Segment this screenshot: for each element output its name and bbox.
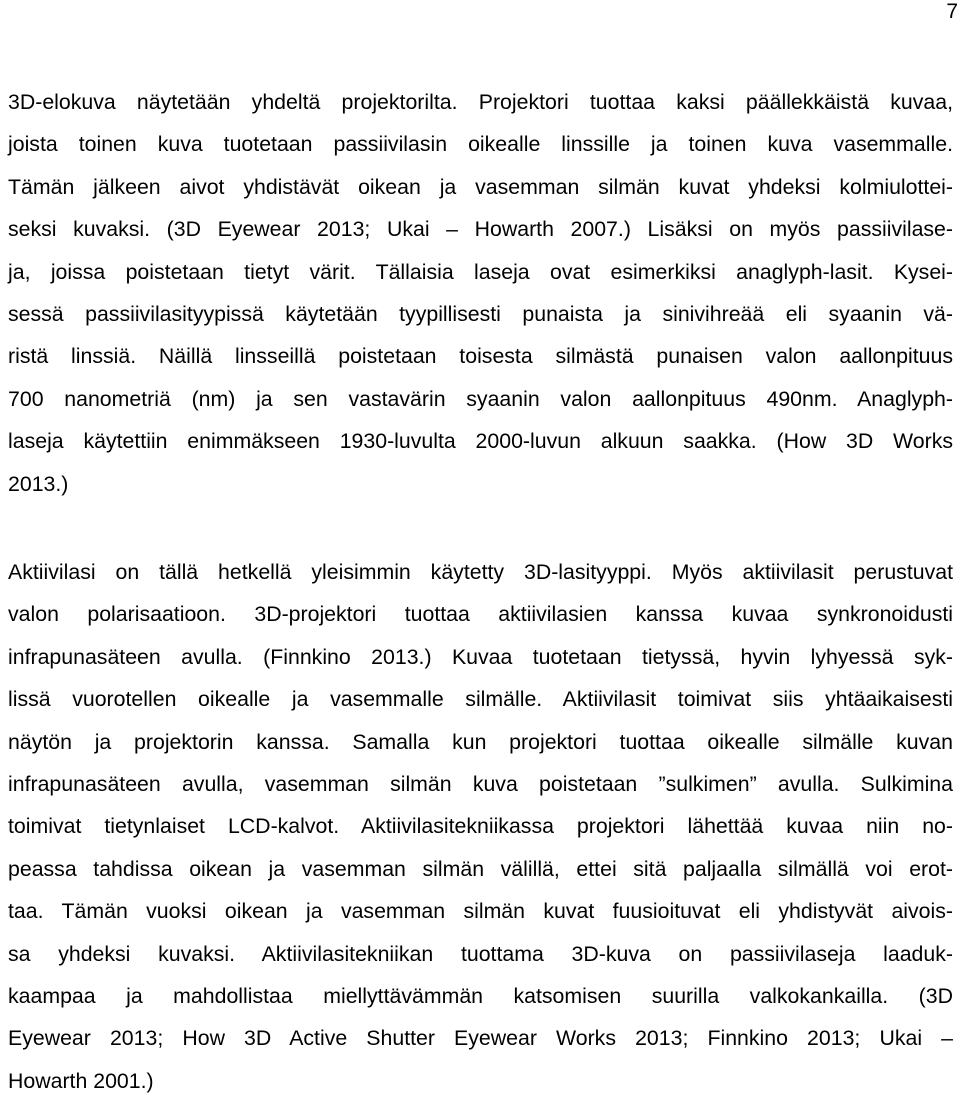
text-line: ristä linssiä. Näillä linsseillä poistetaan toisesta silmästä punaisen valon aallonpituus [8, 344, 953, 369]
paragraph-active-glasses [8, 551, 953, 1102]
text-line: sessä passiivilasityypissä käytetään tyypillisesti punaista ja sinivihreää eli syaanin vä- [8, 301, 953, 326]
text-line: Howarth 2001.) [8, 1068, 154, 1093]
page-number: 7 [946, 0, 958, 23]
text-line: taa. Tämän vuoksi oikean ja vasemman silmän kuvat fuusioituvat eli yhdistyvät aivois- [8, 899, 953, 924]
text-line: 2013.) [8, 471, 69, 496]
paragraph-passive-glasses [8, 81, 953, 505]
text-line: laseja käytettiin enimmäkseen 1930-luvulta 2000-luvun alkuun saakka. (How 3D Works [8, 429, 953, 454]
text-line: infrapunasäteen avulla. (Finnkino 2013.) Kuvaa tuotetaan tietyssä, hyvin lyhyessä syk- [8, 644, 953, 669]
text-line: ja, joissa poistetaan tietyt värit. Tällaisia laseja ovat esimerkiksi anaglyph-lasit. Kysei- [8, 259, 953, 284]
text-line: näytön ja projektorin kanssa. Samalla kun projektori tuottaa oikealle silmälle kuvan [8, 729, 953, 754]
text-line: seksi kuvaksi. (3D Eyewear 2013; Ukai – Howarth 2007.) Lisäksi on myös passiivilase- [8, 217, 953, 242]
text-line: Eyewear 2013; How 3D Active Shutter Eyewear Works 2013; Finnkino 2013; Ukai – [8, 1026, 953, 1051]
text-line: 700 nanometriä (nm) ja sen vastavärin syaanin valon aallonpituus 490nm. Anaglyph- [8, 386, 953, 411]
text-line: joista toinen kuva tuotetaan passiivilasin oikealle linssille ja toinen kuva vasemmalle. [8, 132, 953, 157]
text-line: kaampaa ja mahdollistaa miellyttävämmän katsomisen suurilla valkokankailla. (3D [8, 983, 953, 1008]
text-line: Tämän jälkeen aivot yhdistävät oikean ja vasemman silmän kuvat yhdeksi kolmiulottei- [8, 174, 953, 199]
text-line: sa yhdeksi kuvaksi. Aktiivilasitekniikan tuottama 3D-kuva on passiivilaseja laaduk- [8, 941, 953, 966]
text-line: valon polarisaatioon. 3D-projektori tuottaa aktiivilasien kanssa kuvaa synkronoidusti [8, 602, 953, 627]
text-line: 3D-elokuva näytetään yhdeltä projektorilta. Projektori tuottaa kaksi päällekkäistä kuvaa, [8, 90, 953, 114]
text-line: peassa tahdissa oikean ja vasemman silmän välillä, ettei sitä paljaalla silmällä voi erot- [8, 856, 953, 881]
text-line: Aktiivilasi on tällä hetkellä yleisimmin käytetty 3D-lasityyppi. Myös aktiivilasit perustuvat [8, 560, 953, 584]
text-line: lissä vuorotellen oikealle ja vasemmalle silmälle. Aktiivilasit toimivat siis yhtäaikaisesti [8, 687, 953, 712]
text-line: toimivat tietynlaiset LCD-kalvot. Aktiivilasitekniikassa projektori lähettää kuvaa niin no- [8, 814, 953, 839]
text-line: infrapunasäteen avulla, vasemman silmän kuva poistetaan ”sulkimen” avulla. Sulkimina [8, 771, 953, 796]
